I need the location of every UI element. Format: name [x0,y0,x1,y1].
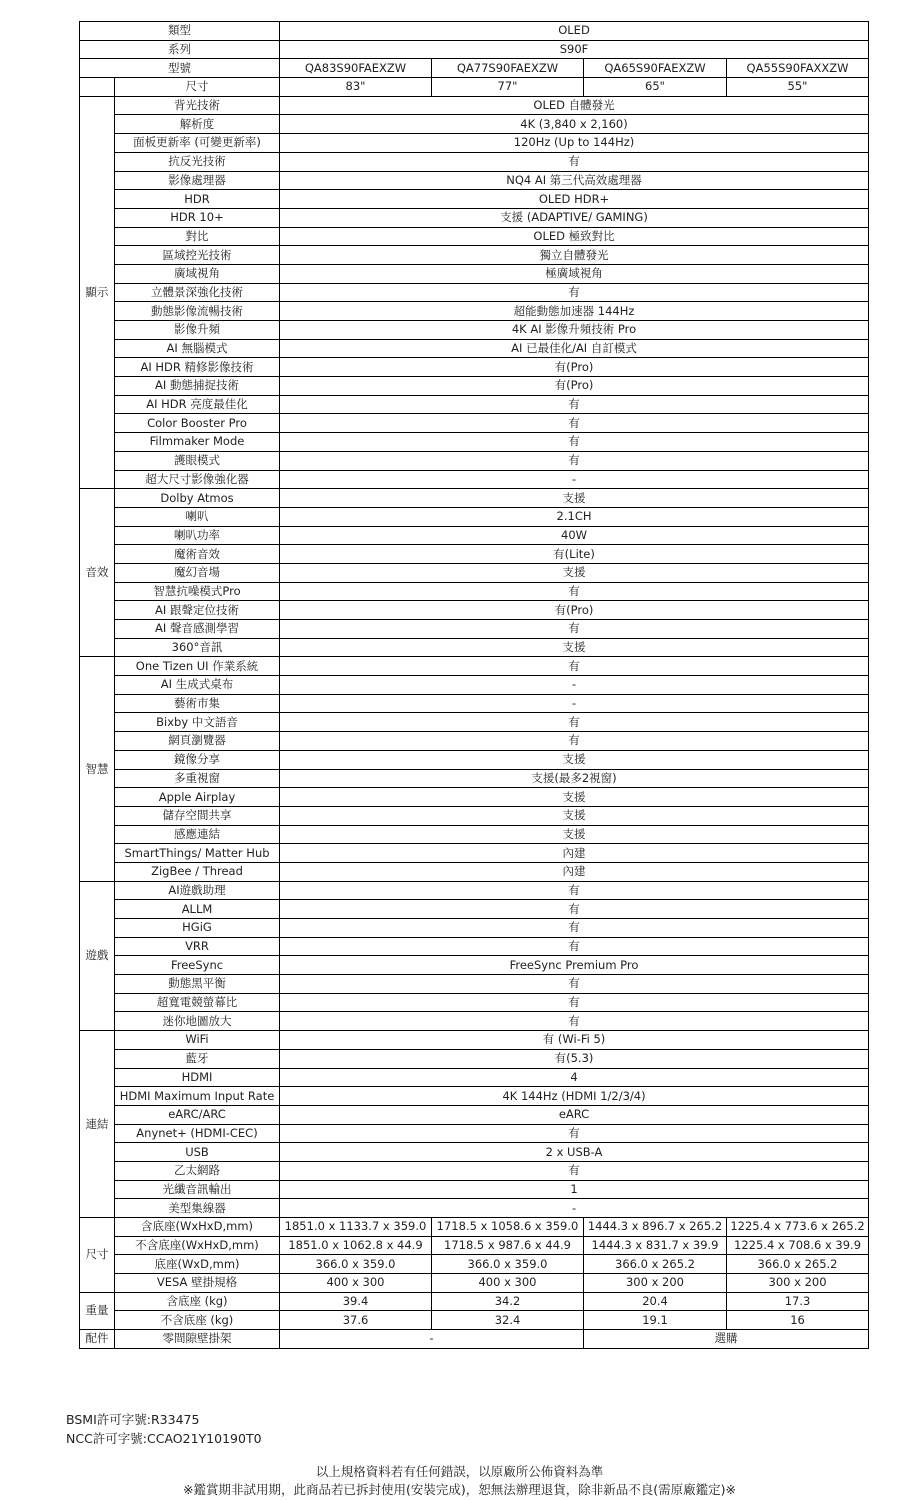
table-row [80,1105,869,1124]
spec-table [79,21,869,1349]
row-label: 系列 [80,40,280,59]
table-row [80,1255,869,1274]
size-cell: 65" [584,78,727,97]
row-value: 4 [280,1068,869,1087]
row-label: 背光技術 [115,96,280,115]
table-row [80,264,869,283]
row-label: 迷你地圖放大 [115,1012,280,1031]
model-cell: QA55S90FAXXZW [727,59,869,78]
row-label: 尺寸 [115,78,280,97]
row-label: 喇叭功率 [115,526,280,545]
row-label: SmartThings/ Matter Hub [115,844,280,863]
row-label: VRR [115,937,280,956]
row-value: AI 已最佳化/AI 自訂模式 [280,339,869,358]
row-label: 零間隙壁掛架 [115,1330,280,1349]
category-label: 音效 [80,489,115,657]
row-value: 有 [280,900,869,919]
row-label: 乙太網路 [115,1161,280,1180]
row-label: 網頁瀏覽器 [115,732,280,751]
table-row [80,22,869,41]
row-label: AI 無腦模式 [115,339,280,358]
table-row [80,321,869,340]
table-row [80,956,869,975]
row-label: 面板更新率 (可變更新率) [115,134,280,153]
ncc-license: NCC許可字號:CCAO21Y10190T0 [66,1431,262,1446]
row-label: 對比 [115,227,280,246]
row-label: One Tizen UI 作業系統 [115,657,280,676]
row-label: HDR [115,190,280,209]
model-cell: QA65S90FAEXZW [584,59,727,78]
table-row [80,1180,869,1199]
row-label: USB [115,1143,280,1162]
row-label: 抗反光技術 [115,152,280,171]
model-value: 1225.4 x 773.6 x 265.2 [727,1218,869,1237]
table-row [80,134,869,153]
row-value: 支援 [280,806,869,825]
row-value: 支援 [280,489,869,508]
table-row [80,900,869,919]
return-policy-note: ※鑑賞期非試用期，此商品若已拆封使用(安裝完成)，恕無法辦理退貨，除非新品不良(需原廠鑑定)※ [183,1482,736,1497]
row-label: AI 跟聲定位技術 [115,601,280,620]
table-row [80,1049,869,1068]
row-label: ALLM [115,900,280,919]
row-label: 底座(WxD,mm) [115,1255,280,1274]
model-value: - [280,1330,584,1349]
row-value: eARC [280,1105,869,1124]
model-value: 1718.5 x 1058.6 x 359.0 [432,1218,584,1237]
row-value: 有 [280,732,869,751]
table-row [80,1236,869,1255]
table-row [80,545,869,564]
row-label: 影像升頻 [115,321,280,340]
row-label: 智慧抗噪模式Pro [115,582,280,601]
table-row [80,750,869,769]
table-row [80,395,869,414]
table-row [80,657,869,676]
row-value: 有 [280,152,869,171]
row-value: OLED [280,22,869,41]
size-cell: 55" [727,78,869,97]
row-label: AI 動態捕捉技術 [115,377,280,396]
row-value: 有 [280,657,869,676]
row-value: S90F [280,40,869,59]
row-value: 4K AI 影像升頻技術 Pro [280,321,869,340]
row-value: 有 [280,975,869,994]
model-value: 34.2 [432,1292,584,1311]
model-value: 16 [727,1311,869,1330]
model-value: 17.3 [727,1292,869,1311]
row-value: 超能動態加速器 144Hz [280,302,869,321]
row-label: 含底座 (kg) [115,1292,280,1311]
model-value: 300 x 200 [584,1274,727,1293]
row-label: Anynet+ (HDMI-CEC) [115,1124,280,1143]
table-row [80,732,869,751]
row-value: 有(Pro) [280,601,869,620]
row-value: - [280,1199,869,1218]
row-label: 光纖音訊輸出 [115,1180,280,1199]
table-row [80,283,869,302]
row-label: Apple Airplay [115,788,280,807]
row-value: 有(Pro) [280,377,869,396]
row-label: 360°音訊 [115,638,280,657]
row-value: 有(Pro) [280,358,869,377]
table-row [80,806,869,825]
model-value: 366.0 x 359.0 [432,1255,584,1274]
row-label: eARC/ARC [115,1105,280,1124]
table-row [80,208,869,227]
table-row [80,246,869,265]
row-label: 藍牙 [115,1049,280,1068]
table-row [80,1292,869,1311]
category-label: 尺寸 [80,1218,115,1293]
row-value: 有 [280,919,869,938]
row-value: 支援 [280,825,869,844]
row-label: HDMI [115,1068,280,1087]
table-row [80,78,869,97]
model-value: 1444.3 x 896.7 x 265.2 [584,1218,727,1237]
row-value: NQ4 AI 第三代高效處理器 [280,171,869,190]
table-row [80,96,869,115]
table-row [80,1087,869,1106]
table-row [80,1274,869,1293]
table-row [80,769,869,788]
table-row [80,227,869,246]
model-cell: QA77S90FAEXZW [432,59,584,78]
row-label: Filmmaker Mode [115,433,280,452]
table-row [80,470,869,489]
row-label: Bixby 中文語音 [115,713,280,732]
row-label: 美型集線器 [115,1199,280,1218]
table-row [80,489,869,508]
model-value: 400 x 300 [432,1274,584,1293]
table-row [80,1161,869,1180]
table-row [80,601,869,620]
row-value: 有 [280,451,869,470]
row-label: 魔幻音場 [115,563,280,582]
model-value: 1225.4 x 708.6 x 39.9 [727,1236,869,1255]
table-row [80,825,869,844]
table-row [80,862,869,881]
row-label: 超寬電競螢幕比 [115,993,280,1012]
row-value: 2.1CH [280,507,869,526]
row-label: 含底座(WxHxD,mm) [115,1218,280,1237]
category-label: 連結 [80,1031,115,1218]
category-label: 配件 [80,1330,115,1349]
row-label: WiFi [115,1031,280,1050]
table-row [80,1124,869,1143]
model-value: 400 x 300 [280,1274,432,1293]
row-value: 有 [280,620,869,639]
row-value: 4K 144Hz (HDMI 1/2/3/4) [280,1087,869,1106]
row-value: 120Hz (Up to 144Hz) [280,134,869,153]
table-row [80,563,869,582]
row-value: 極廣域視角 [280,264,869,283]
row-label: HDR 10+ [115,208,280,227]
table-row [80,638,869,657]
row-value: 有 [280,713,869,732]
table-row [80,507,869,526]
row-value: 有 [280,283,869,302]
table-row [80,59,869,78]
row-value: - [280,470,869,489]
row-label: 型號 [80,59,280,78]
table-row [80,620,869,639]
row-label: 動態黑平衡 [115,975,280,994]
row-value: 有 (Wi-Fi 5) [280,1031,869,1050]
table-row [80,919,869,938]
model-value: 37.6 [280,1311,432,1330]
model-cell: QA83S90FAEXZW [280,59,432,78]
row-value: 2 x USB-A [280,1143,869,1162]
model-value: 300 x 200 [727,1274,869,1293]
table-row [80,937,869,956]
category-blank [80,78,115,97]
row-label: 超大尺寸影像強化器 [115,470,280,489]
table-row [80,1311,869,1330]
table-row [80,377,869,396]
table-row [80,1068,869,1087]
bsmi-license: BSMI許可字號:R33475 [66,1412,200,1427]
table-row [80,433,869,452]
table-row [80,582,869,601]
table-row [80,115,869,134]
row-label: 鏡像分享 [115,750,280,769]
row-value: 支援(最多2視窗) [280,769,869,788]
row-value: 有 [280,395,869,414]
row-value: 有 [280,433,869,452]
row-label: 多重視窗 [115,769,280,788]
row-label: AI 生成式桌布 [115,676,280,695]
table-row [80,694,869,713]
row-label: 護眼模式 [115,451,280,470]
category-label: 重量 [80,1292,115,1329]
category-label: 遊戲 [80,881,115,1031]
model-value: 20.4 [584,1292,727,1311]
table-row [80,1012,869,1031]
row-value: 有 [280,881,869,900]
row-label: 不含底座 (kg) [115,1311,280,1330]
row-label: 藝術市集 [115,694,280,713]
row-value: 內建 [280,844,869,863]
table-row [80,1330,869,1349]
row-label: HDMI Maximum Input Rate [115,1087,280,1106]
row-value: 有 [280,937,869,956]
row-label: 類型 [80,22,280,41]
row-label: 廣域視角 [115,264,280,283]
row-value: OLED HDR+ [280,190,869,209]
row-value: 40W [280,526,869,545]
row-label: 魔術音效 [115,545,280,564]
row-value: 有 [280,1012,869,1031]
row-value: 支援 [280,750,869,769]
table-row [80,40,869,59]
row-label: AI HDR 精修影像技術 [115,358,280,377]
row-label: 感應連結 [115,825,280,844]
model-value: 選購 [584,1330,869,1349]
row-value: 支援 [280,638,869,657]
row-value: 4K (3,840 x 2,160) [280,115,869,134]
row-value: 支援 [280,788,869,807]
model-value: 1851.0 x 1133.7 x 359.0 [280,1218,432,1237]
row-label: Color Booster Pro [115,414,280,433]
row-value: 有(5.3) [280,1049,869,1068]
table-row [80,975,869,994]
table-row [80,339,869,358]
size-cell: 83" [280,78,432,97]
row-value: 有(Lite) [280,545,869,564]
row-value: 1 [280,1180,869,1199]
row-label: AI HDR 亮度最佳化 [115,395,280,414]
table-row [80,190,869,209]
table-row [80,788,869,807]
row-label: AI遊戲助理 [115,881,280,900]
model-value: 366.0 x 265.2 [727,1255,869,1274]
row-value: - [280,694,869,713]
row-label: 影像處理器 [115,171,280,190]
size-cell: 77" [432,78,584,97]
model-value: 1444.3 x 831.7 x 39.9 [584,1236,727,1255]
table-row [80,152,869,171]
row-label: VESA 壁掛規格 [115,1274,280,1293]
model-value: 39.4 [280,1292,432,1311]
table-row [80,414,869,433]
row-value: - [280,676,869,695]
row-value: 有 [280,1124,869,1143]
category-label: 顯示 [80,96,115,488]
table-row [80,526,869,545]
table-row [80,302,869,321]
category-label: 智慧 [80,657,115,881]
table-row [80,676,869,695]
row-value: OLED 極致對比 [280,227,869,246]
table-row [80,1031,869,1050]
row-value: 支援 (ADAPTIVE/ GAMING) [280,208,869,227]
table-row [80,993,869,1012]
row-value: OLED 自體發光 [280,96,869,115]
row-value: 有 [280,993,869,1012]
spec-table-body [80,22,869,1349]
table-row [80,713,869,732]
model-value: 366.0 x 359.0 [280,1255,432,1274]
row-value: FreeSync Premium Pro [280,956,869,975]
model-value: 32.4 [432,1311,584,1330]
model-value: 1851.0 x 1062.8 x 44.9 [280,1236,432,1255]
row-label: HGiG [115,919,280,938]
row-label: ZigBee / Thread [115,862,280,881]
row-value: 支援 [280,563,869,582]
row-label: 動態影像流暢技術 [115,302,280,321]
table-row [80,1143,869,1162]
row-label: AI 聲音感測學習 [115,620,280,639]
model-value: 19.1 [584,1311,727,1330]
row-label: 不含底座(WxHxD,mm) [115,1236,280,1255]
table-row [80,1199,869,1218]
model-value: 366.0 x 265.2 [584,1255,727,1274]
row-label: 立體景深強化技術 [115,283,280,302]
table-row [80,171,869,190]
row-label: 喇叭 [115,507,280,526]
row-value: 內建 [280,862,869,881]
row-label: 區域控光技術 [115,246,280,265]
table-row [80,881,869,900]
row-label: FreeSync [115,956,280,975]
table-row [80,844,869,863]
row-label: Dolby Atmos [115,489,280,508]
row-value: 有 [280,1161,869,1180]
row-label: 儲存空間共享 [115,806,280,825]
table-row [80,1218,869,1237]
row-label: 解析度 [115,115,280,134]
model-value: 1718.5 x 987.6 x 44.9 [432,1236,584,1255]
disclaimer-note: 以上規格資料若有任何錯誤，以原廠所公佈資料為準 [315,1464,604,1479]
row-value: 有 [280,582,869,601]
row-value: 獨立自體發光 [280,246,869,265]
row-value: 有 [280,414,869,433]
table-row [80,451,869,470]
table-row [80,358,869,377]
